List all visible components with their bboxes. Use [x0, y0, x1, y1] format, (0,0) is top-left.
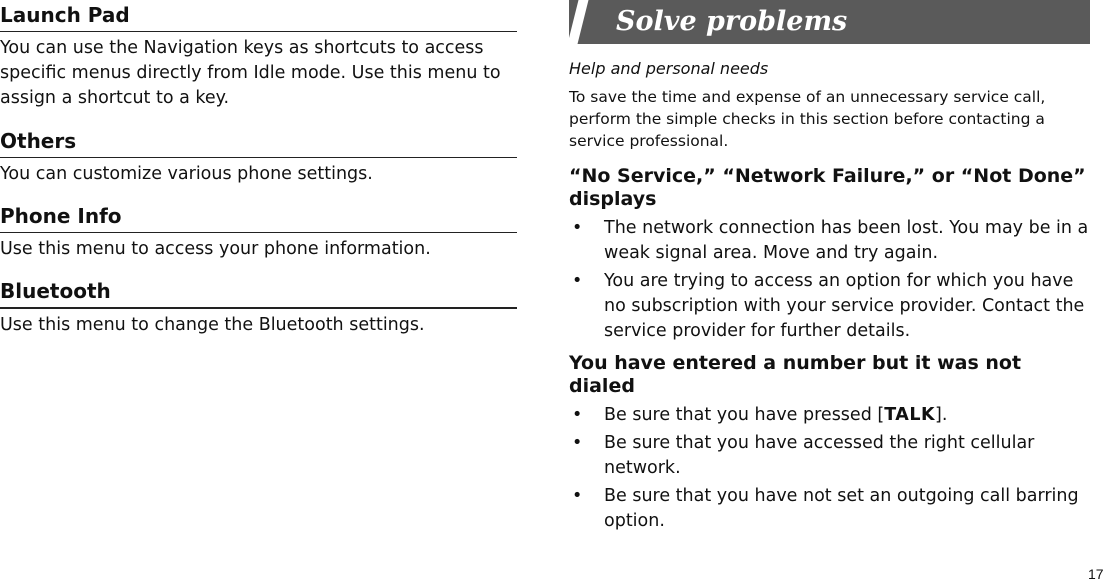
section-body: Use this menu to access your phone information.: [0, 239, 431, 259]
issue-heading: You have entered a number but it was not dialed: [569, 352, 1022, 397]
list-item: [569, 431, 1090, 481]
list-item-text: You are trying to access an option for which you have no subscription with your service provider. Contact the service provider for further details.: [604, 271, 1085, 341]
section-heading: Launch Pad: [0, 1, 517, 32]
bullet-icon: •: [572, 405, 583, 425]
section-heading: Phone Info: [0, 202, 517, 233]
bullet-icon: •: [572, 271, 583, 291]
list-item: [569, 484, 1090, 534]
bullet-list: [569, 403, 1090, 534]
issue-heading: “No Service,” “Network Failure,” or “Not Done” displays: [569, 165, 1086, 210]
section-launch-pad: [0, 1, 517, 111]
list-item: [569, 216, 1090, 266]
list-item-text: Be sure that you have not set an outgoing call barring option.: [604, 486, 1079, 531]
issue-not-dialed: [569, 352, 1090, 534]
page-number: 17: [1088, 566, 1104, 582]
section-phone-info: [0, 202, 517, 262]
section-heading: Others: [0, 127, 517, 158]
section-body: You can use the Navigation keys as shortcuts to access specific menus directly from Idle mode. Use this menu to assign a shortcut to a key.: [0, 38, 501, 108]
bullet-icon: •: [572, 486, 583, 506]
chapter-title: Solve problems: [616, 6, 848, 37]
bullet-icon: •: [572, 218, 583, 238]
chapter-subtitle: Help and personal needs: [569, 59, 769, 78]
section-bluetooth: [0, 277, 517, 338]
section-heading: Bluetooth: [0, 277, 517, 309]
list-item-text: Be sure that you have accessed the right cellular network.: [604, 433, 1035, 478]
chapter-banner: [569, 0, 1090, 44]
chapter-intro: To save the time and expense of an unnecessary service call, perform the simple checks in this section before contacting a service professional.: [569, 88, 1046, 150]
talk-key-label: TALK: [884, 405, 936, 425]
section-body: Use this menu to change the Bluetooth settings.: [0, 315, 425, 335]
list-item-text: The network connection has been lost. You may be in a weak signal area. Move and try again.: [604, 218, 1089, 263]
section-body: You can customize various phone settings.: [0, 164, 373, 184]
list-item-text-prefix: Be sure that you have pressed [: [604, 405, 885, 425]
banner-slash-mark: [568, 0, 589, 44]
section-others: [0, 127, 517, 187]
list-item-text-suffix: ].: [935, 405, 948, 425]
left-column: [0, 0, 517, 338]
bullet-list: [569, 216, 1090, 344]
list-item: [569, 269, 1090, 344]
list-item: [569, 403, 1090, 428]
bullet-icon: •: [572, 433, 583, 453]
issue-no-service: [569, 165, 1090, 344]
